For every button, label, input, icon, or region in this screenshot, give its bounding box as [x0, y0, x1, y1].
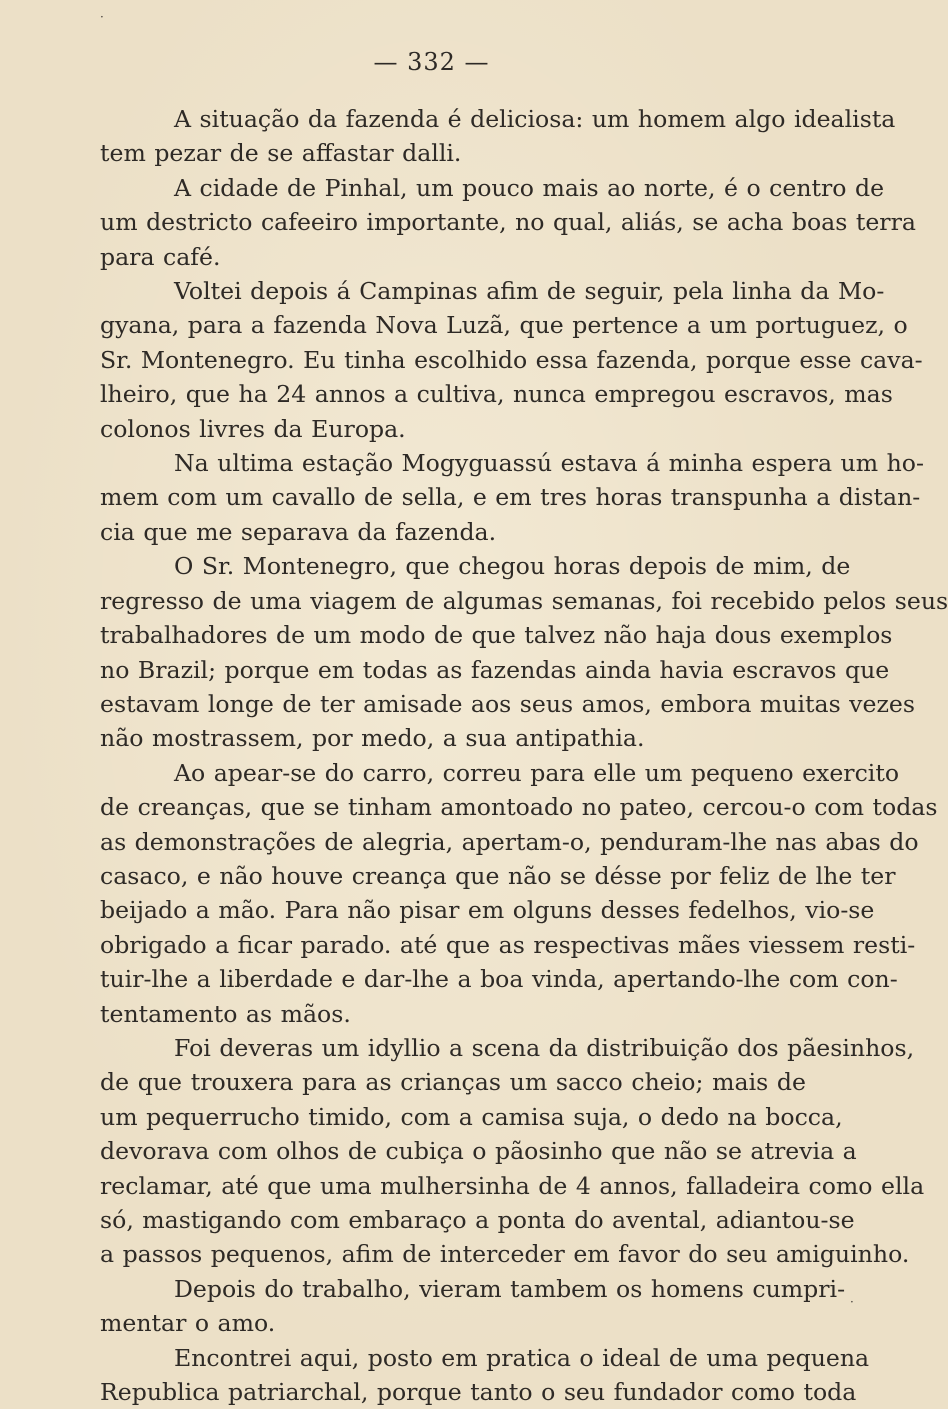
- text-line: para café.: [100, 242, 221, 271]
- text-line: gyana, para a fazenda Nova Luzã, que pertence a um portuguez, o: [100, 311, 908, 340]
- text-line: de que trouxera para as crianças um sacco cheio; mais de: [100, 1068, 806, 1097]
- text-line: Sr. Montenegro. Eu tinha escolhido essa fazenda, porque esse cava-: [100, 345, 923, 374]
- text-line: beijado a mão. Para não pisar em olguns desses fedelhos, vio-se: [100, 896, 875, 925]
- paragraph: [100, 549, 948, 755]
- paragraph: [100, 1031, 925, 1272]
- text-line: trabalhadores de um modo de que talvez não haja dous exemplos: [100, 621, 893, 650]
- text-line: reclamar, até que uma mulhersinha de 4 annos, falladeira como ella: [100, 1171, 925, 1200]
- paragraph: [100, 274, 923, 446]
- text-line: as demonstrações de alegria, apertam-o, penduram-lhe nas abas do: [100, 827, 919, 856]
- page-number: — 332 —: [373, 48, 490, 76]
- text-line: Encontrei aqui, posto em pratica o ideal de uma pequena: [174, 1343, 870, 1372]
- text-line: no Brazil; porque em todas as fazendas ainda havia escravos que: [100, 655, 890, 684]
- paragraph: [100, 446, 924, 549]
- text-line: um destricto cafeeiro importante, no qual, aliás, se acha boas terra: [100, 208, 916, 237]
- text-line: Voltei depois á Campinas afim de seguir, pela linha da Mo-: [174, 277, 885, 306]
- text-line: obrigado a ficar parado. até que as respectivas mães viessem resti-: [100, 930, 916, 959]
- text-line: mem com um cavallo de sella, e em tres horas transpunha a distan-: [100, 483, 921, 512]
- text-line: mentar o amo.: [100, 1309, 276, 1338]
- text-line: lheiro, que ha 24 annos a cultiva, nunca empregou escravos, mas: [100, 380, 893, 409]
- text-line: de creanças, que se tinham amontoado no pateo, cercou-o com todas: [100, 793, 938, 822]
- text-line: O Sr. Montenegro, que chegou horas depois de mim, de: [174, 552, 851, 581]
- text-line: Republica patriarchal, porque tanto o seu fundador como toda: [100, 1378, 857, 1407]
- paragraph: [100, 1341, 870, 1409]
- text-line: cia que me separava da fazenda.: [100, 517, 497, 546]
- text-line: a passos pequenos, afim de interceder em favor do seu amiguinho.: [100, 1240, 910, 1269]
- text-line: tem pezar de se affastar dalli.: [100, 139, 462, 168]
- text-line: estavam longe de ter amisade aos seus amos, embora muitas vezes: [100, 689, 915, 718]
- text-line: A situação da fazenda é deliciosa: um homem algo idealista: [174, 105, 896, 133]
- paragraph: [100, 171, 916, 274]
- text-line: Depois do trabalho, vieram tambem os homens cumpri-: [174, 1274, 846, 1303]
- text-line: Na ultima estação Mogyguassú estava á minha espera um ho-: [174, 449, 924, 478]
- text-line: Ao apear-se do carro, correu para elle um pequeno exercito: [174, 758, 900, 787]
- paragraph: [100, 756, 938, 1031]
- paragraph: [100, 1272, 846, 1341]
- text-line: tuir-lhe a liberdade e dar-lhe a boa vinda, apertando-lhe com con-: [100, 965, 898, 994]
- text-line: devorava com olhos de cubiça o pãosinho que não se atrevia a: [100, 1137, 857, 1166]
- text-line: A cidade de Pinhal, um pouco mais ao norte, é o centro de: [174, 173, 885, 202]
- paragraph: [100, 102, 896, 171]
- text-line: Foi deveras um idyllio a scena da distribuição dos pãesinhos,: [174, 1033, 915, 1062]
- speck-mark: ·: [850, 1295, 854, 1309]
- text-line: casaco, e não houve creança que não se désse por feliz de lhe ter: [100, 861, 896, 890]
- speck-mark: ·: [100, 10, 104, 24]
- text-line: um pequerrucho timido, com a camisa suja, o dedo na bocca,: [100, 1102, 843, 1131]
- text-line: só, mastigando com embaraço a ponta do avental, adiantou-se: [100, 1206, 855, 1234]
- text-line: colonos livres da Europa.: [100, 414, 406, 443]
- text-line: tentamento as mãos.: [100, 999, 351, 1028]
- text-line: regresso de uma viagem de algumas semanas, foi recebido pelos seus: [100, 586, 948, 615]
- text-line: não mostrassem, por medo, a sua antipathia.: [100, 724, 645, 753]
- body-text: [100, 102, 948, 1409]
